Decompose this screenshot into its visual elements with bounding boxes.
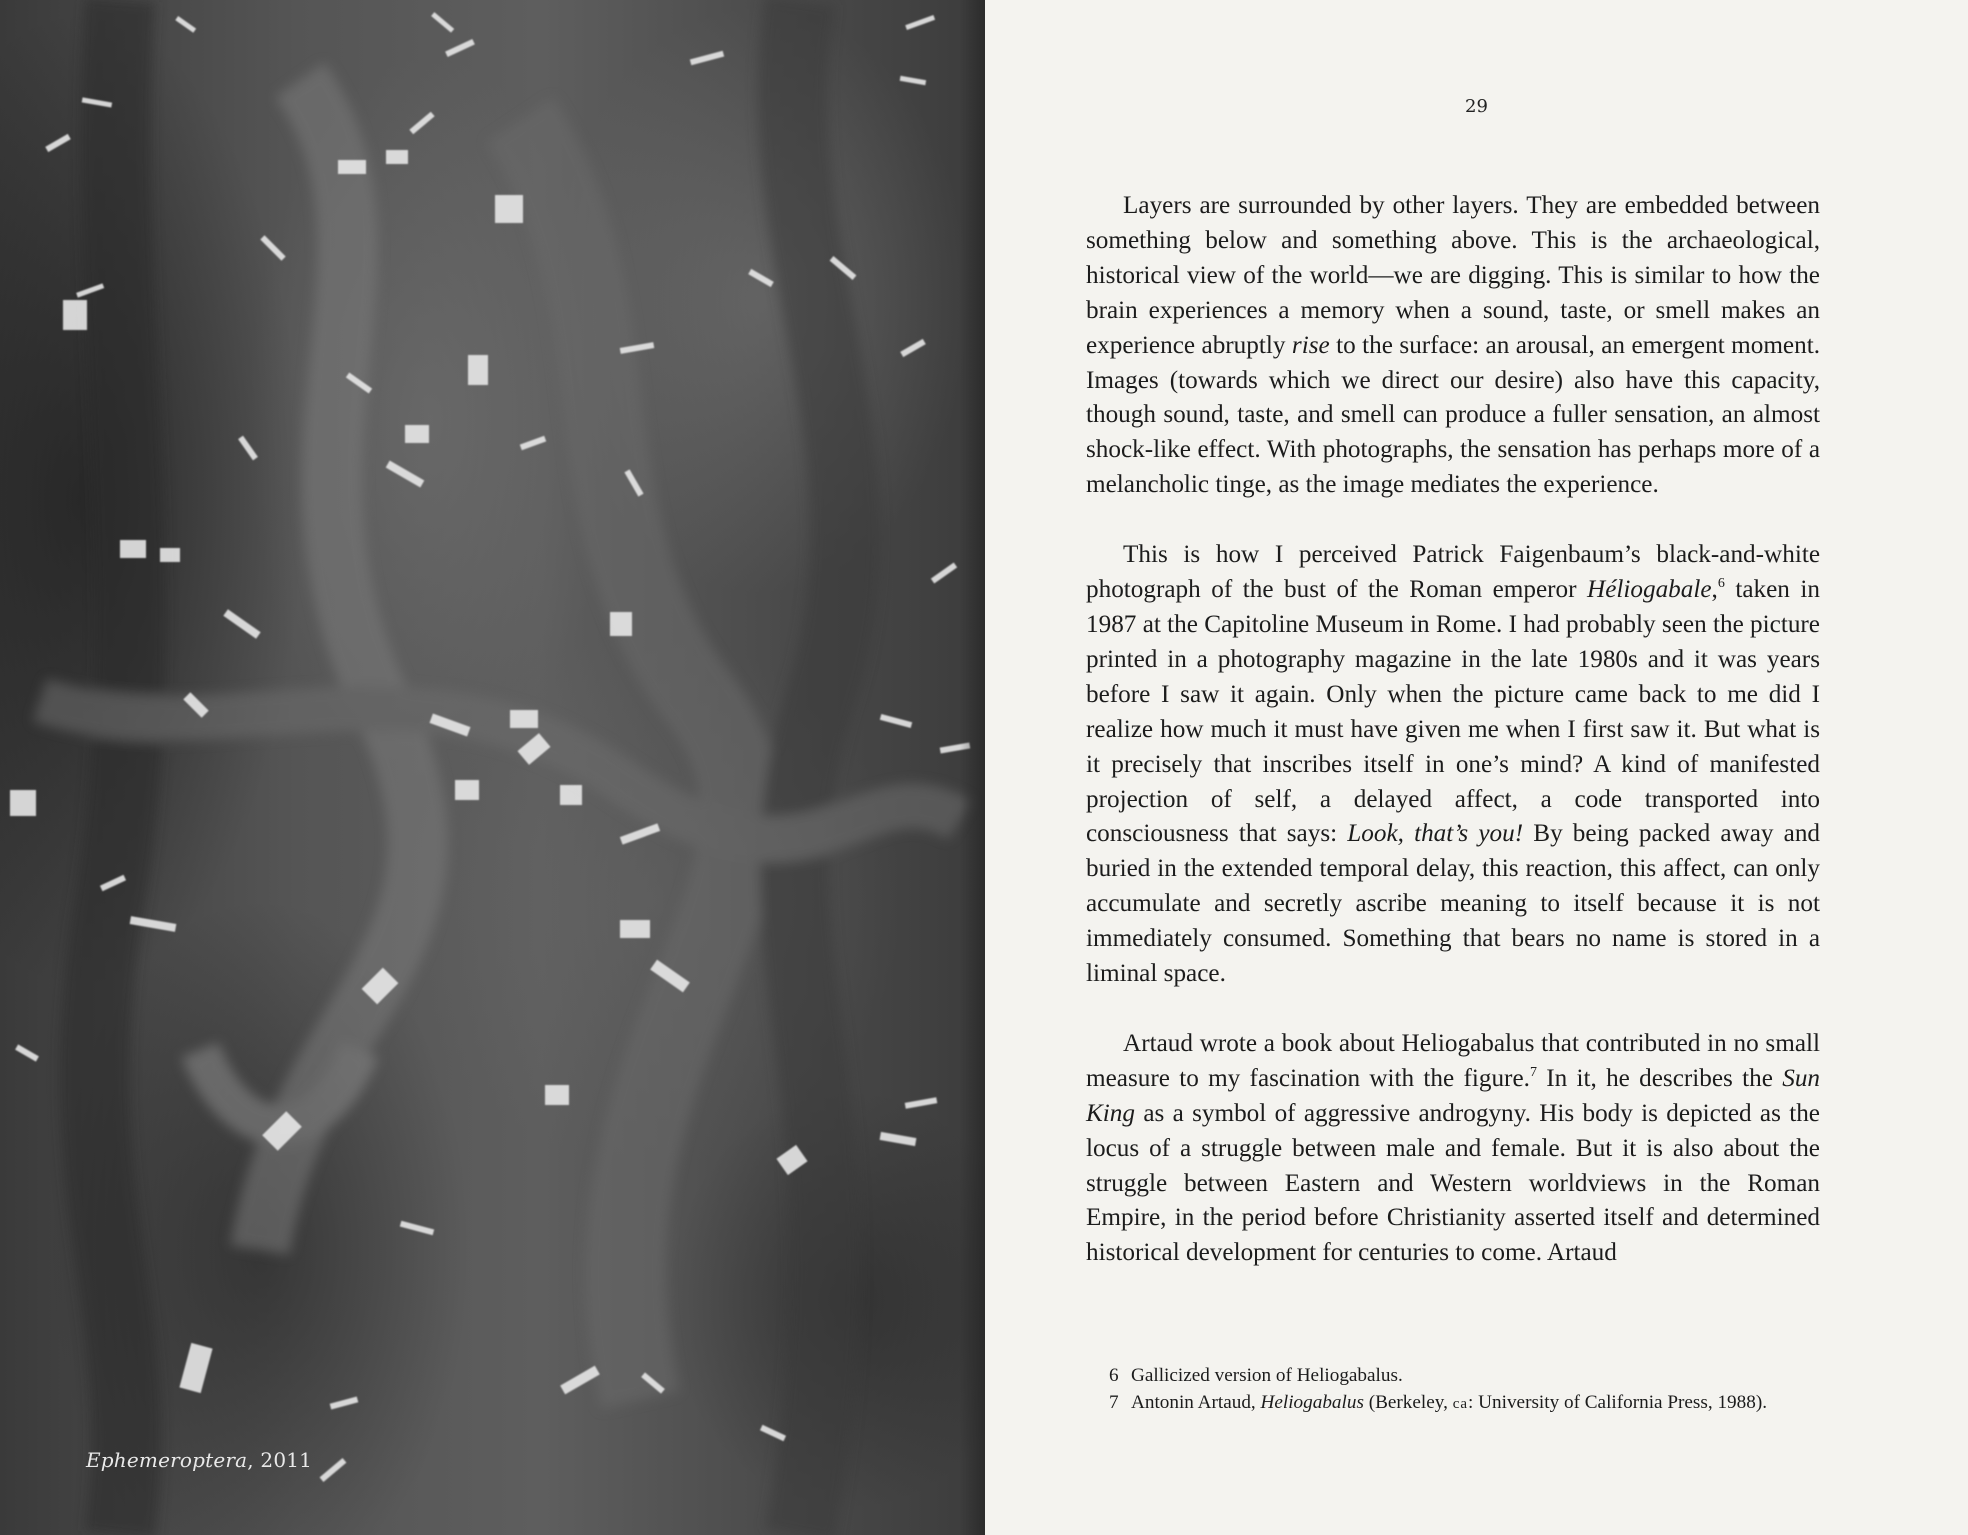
text-page <box>985 0 1968 1535</box>
paragraph-2 <box>1086 538 1820 992</box>
photo-caption <box>86 1448 312 1472</box>
page-number: 29 <box>1465 96 1488 117</box>
footnote-ref-6[interactable]: 6 <box>1717 576 1725 592</box>
p1-italic-rise: rise <box>1291 331 1330 359</box>
p2-comma: , <box>1711 576 1718 604</box>
p3-text-b: In it, he describes the <box>1536 1064 1783 1092</box>
footnote-7 <box>1109 1389 1829 1418</box>
footnote-text-mid: (Berkeley, <box>1363 1392 1453 1413</box>
footnote-text-post: : University of California Press, 1988). <box>1468 1392 1768 1413</box>
paragraph-3 <box>1086 1027 1820 1271</box>
p3-text-c: as a symbol of aggressive androgyny. His body is depicted as the locus of a struggle between male and female. But it is also about the struggle between Eastern and Western worldviews in the Roman Empire, in the period before Christianity asserted itself and determined historical development for centuries to come. Artaud <box>1086 1099 1820 1267</box>
p2-text-a: This is how I perceived Patrick Faigenbaum’s black-and-white photograph of the bust of the Roman emperor <box>1086 541 1820 604</box>
footnote-state-abbrev: ca <box>1452 1396 1469 1412</box>
footnote-book-title: Heliogabalus <box>1260 1392 1364 1413</box>
p2-italic-look: Look, that’s you! <box>1347 820 1524 848</box>
footnote-number: 6 <box>1109 1365 1119 1386</box>
footnote-ref-7[interactable]: 7 <box>1529 1064 1537 1080</box>
p2-text-b: taken in 1987 at the Capitoline Museum in Rome. I had probably seen the picture printed in a photography magazine in the late 1980s and it was years before I saw it again. Only when the picture came back to me did I realize how much it must have given me when I first saw it. But what is it precisely that inscribes itself in one’s mind? A kind of manifested projection of self, a delayed affect, a code transported into consciousness that says: <box>1086 576 1820 848</box>
p3-italic-sun-king: Sun King <box>1086 1064 1820 1127</box>
footnotes <box>1109 1362 1829 1418</box>
footnote-number: 7 <box>1109 1392 1119 1413</box>
caption-year: , 2011 <box>247 1448 313 1472</box>
body-text <box>1086 189 1820 1271</box>
footnote-text-pre: Antonin Artaud, <box>1131 1392 1261 1413</box>
footnote-6 <box>1109 1362 1829 1389</box>
paragraph-1 <box>1086 189 1820 503</box>
p2-italic-heliogabale: Héliogabale <box>1587 576 1712 604</box>
p2-text-c: By being packed away and buried in the extended temporal delay, this reaction, this affect, can only accumulate and secretly ascribe meaning to itself because it is not immediately consumed. Something that bears no name is stored in a liminal space. <box>1086 820 1821 988</box>
footnote-text: Gallicized version of Heliogabalus. <box>1131 1365 1403 1386</box>
p1-text-b: to the surface: an arousal, an emergent moment. Images (towards which we direct our desire) also have this capacity, though sound, taste, and smell can produce a fuller sensation, an almost shock-like effect. With photographs, the sensation has perhaps more of a melancholic tinge, as the image mediates the experience. <box>1086 331 1820 499</box>
p3-text-a: Artaud wrote a book about Heliogabalus that contributed in no small measure to my fascination with the figure. <box>1086 1029 1820 1092</box>
gutter-shadow <box>960 0 985 1535</box>
p1-text-a: Layers are surrounded by other layers. They are embedded between something below and something above. This is the archaeological, historical view of the world—we are digging. This is similar to how the brain experiences a memory when a sound, taste, or smell makes an experience abruptly <box>1086 192 1820 359</box>
caption-title: Ephemeroptera <box>86 1448 248 1472</box>
